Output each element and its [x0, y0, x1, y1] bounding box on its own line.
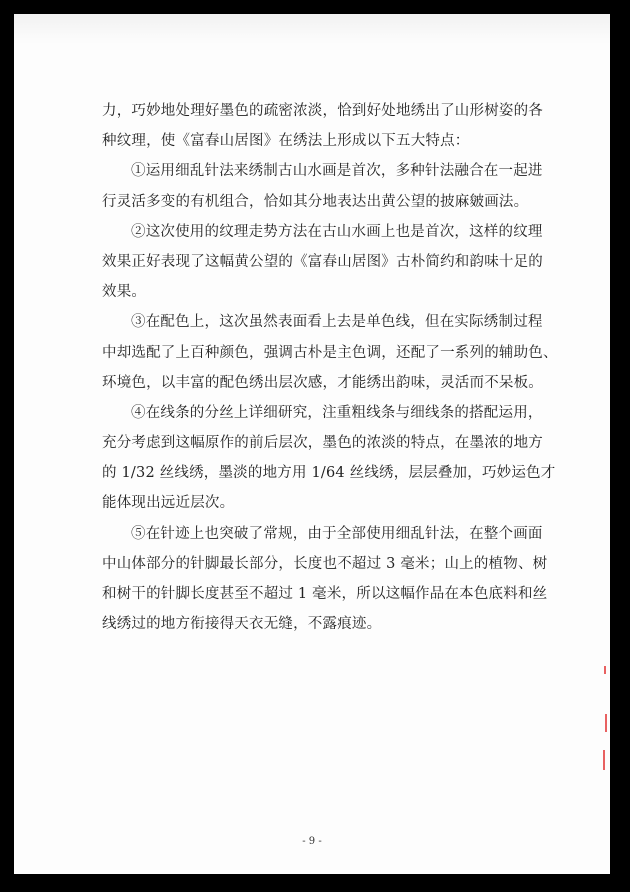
text-line: ③在配色上，这次虽然表面看上去是单色线，但在实际绣制过程	[131, 314, 543, 331]
red-stamp-mark	[604, 666, 606, 674]
page-number: - 9 -	[302, 836, 322, 847]
text-line: 中却选配了上百种颜色，强调古朴是主色调，还配了一系列的辅助色、	[102, 344, 558, 361]
text-line: 行灵活多变的有机组合，恰如其分地表达出黄公望的披麻皴画法。	[102, 193, 529, 210]
text-line: 中山体部分的针脚最长部分，长度也不超过 3 毫米；山上的植物、树	[102, 555, 548, 572]
document-body	[102, 96, 558, 639]
text-line: ④在线条的分丝上详细研究，注重粗线条与细线条的搭配运用，	[131, 404, 543, 421]
text-line: 效果。	[102, 284, 147, 301]
text-line: 和树干的针脚长度甚至不超过 1 毫米，所以这幅作品在本色底料和丝	[102, 586, 548, 602]
text-line: 效果正好表现了这幅黄公望的《富春山居图》古朴简约和韵味十足的	[102, 253, 543, 270]
text-line: 力，巧妙地处理好墨色的疏密浓淡，恰到好处地绣出了山形树姿的各	[102, 103, 543, 119]
red-stamp-mark	[605, 714, 607, 732]
text-line: ⑤在针迹上也突破了常规，由于全部使用细乱针法，在整个画面	[131, 525, 543, 542]
red-stamp-mark	[603, 750, 605, 770]
scan-shade	[14, 14, 610, 44]
text-line: 能体现出远近层次。	[102, 495, 235, 512]
text-line: 线绣过的地方衔接得天衣无缝，不露痕迹。	[102, 616, 382, 633]
text-line: ①运用细乱针法来绣制古山水画是首次，多种针法融合在一起进	[131, 163, 543, 180]
document-page	[14, 14, 610, 874]
text-line: 环境色，以丰富的配色绣出层次感，才能绣出韵味，灵活而不呆板。	[102, 374, 543, 391]
text-line: 的 1/32 丝线绣，墨淡的地方用 1/64 丝线绣，层层叠加，巧妙运色才	[102, 465, 556, 482]
text-line: ②这次使用的纹理走势方法在古山水画上也是首次，这样的纹理	[131, 223, 543, 240]
text-line: 种纹理，使《富春山居图》在绣法上形成以下五大特点：	[102, 133, 470, 150]
text-line: 充分考虑到这幅原作的前后层次，墨色的浓淡的特点，在墨浓的地方	[102, 435, 543, 452]
